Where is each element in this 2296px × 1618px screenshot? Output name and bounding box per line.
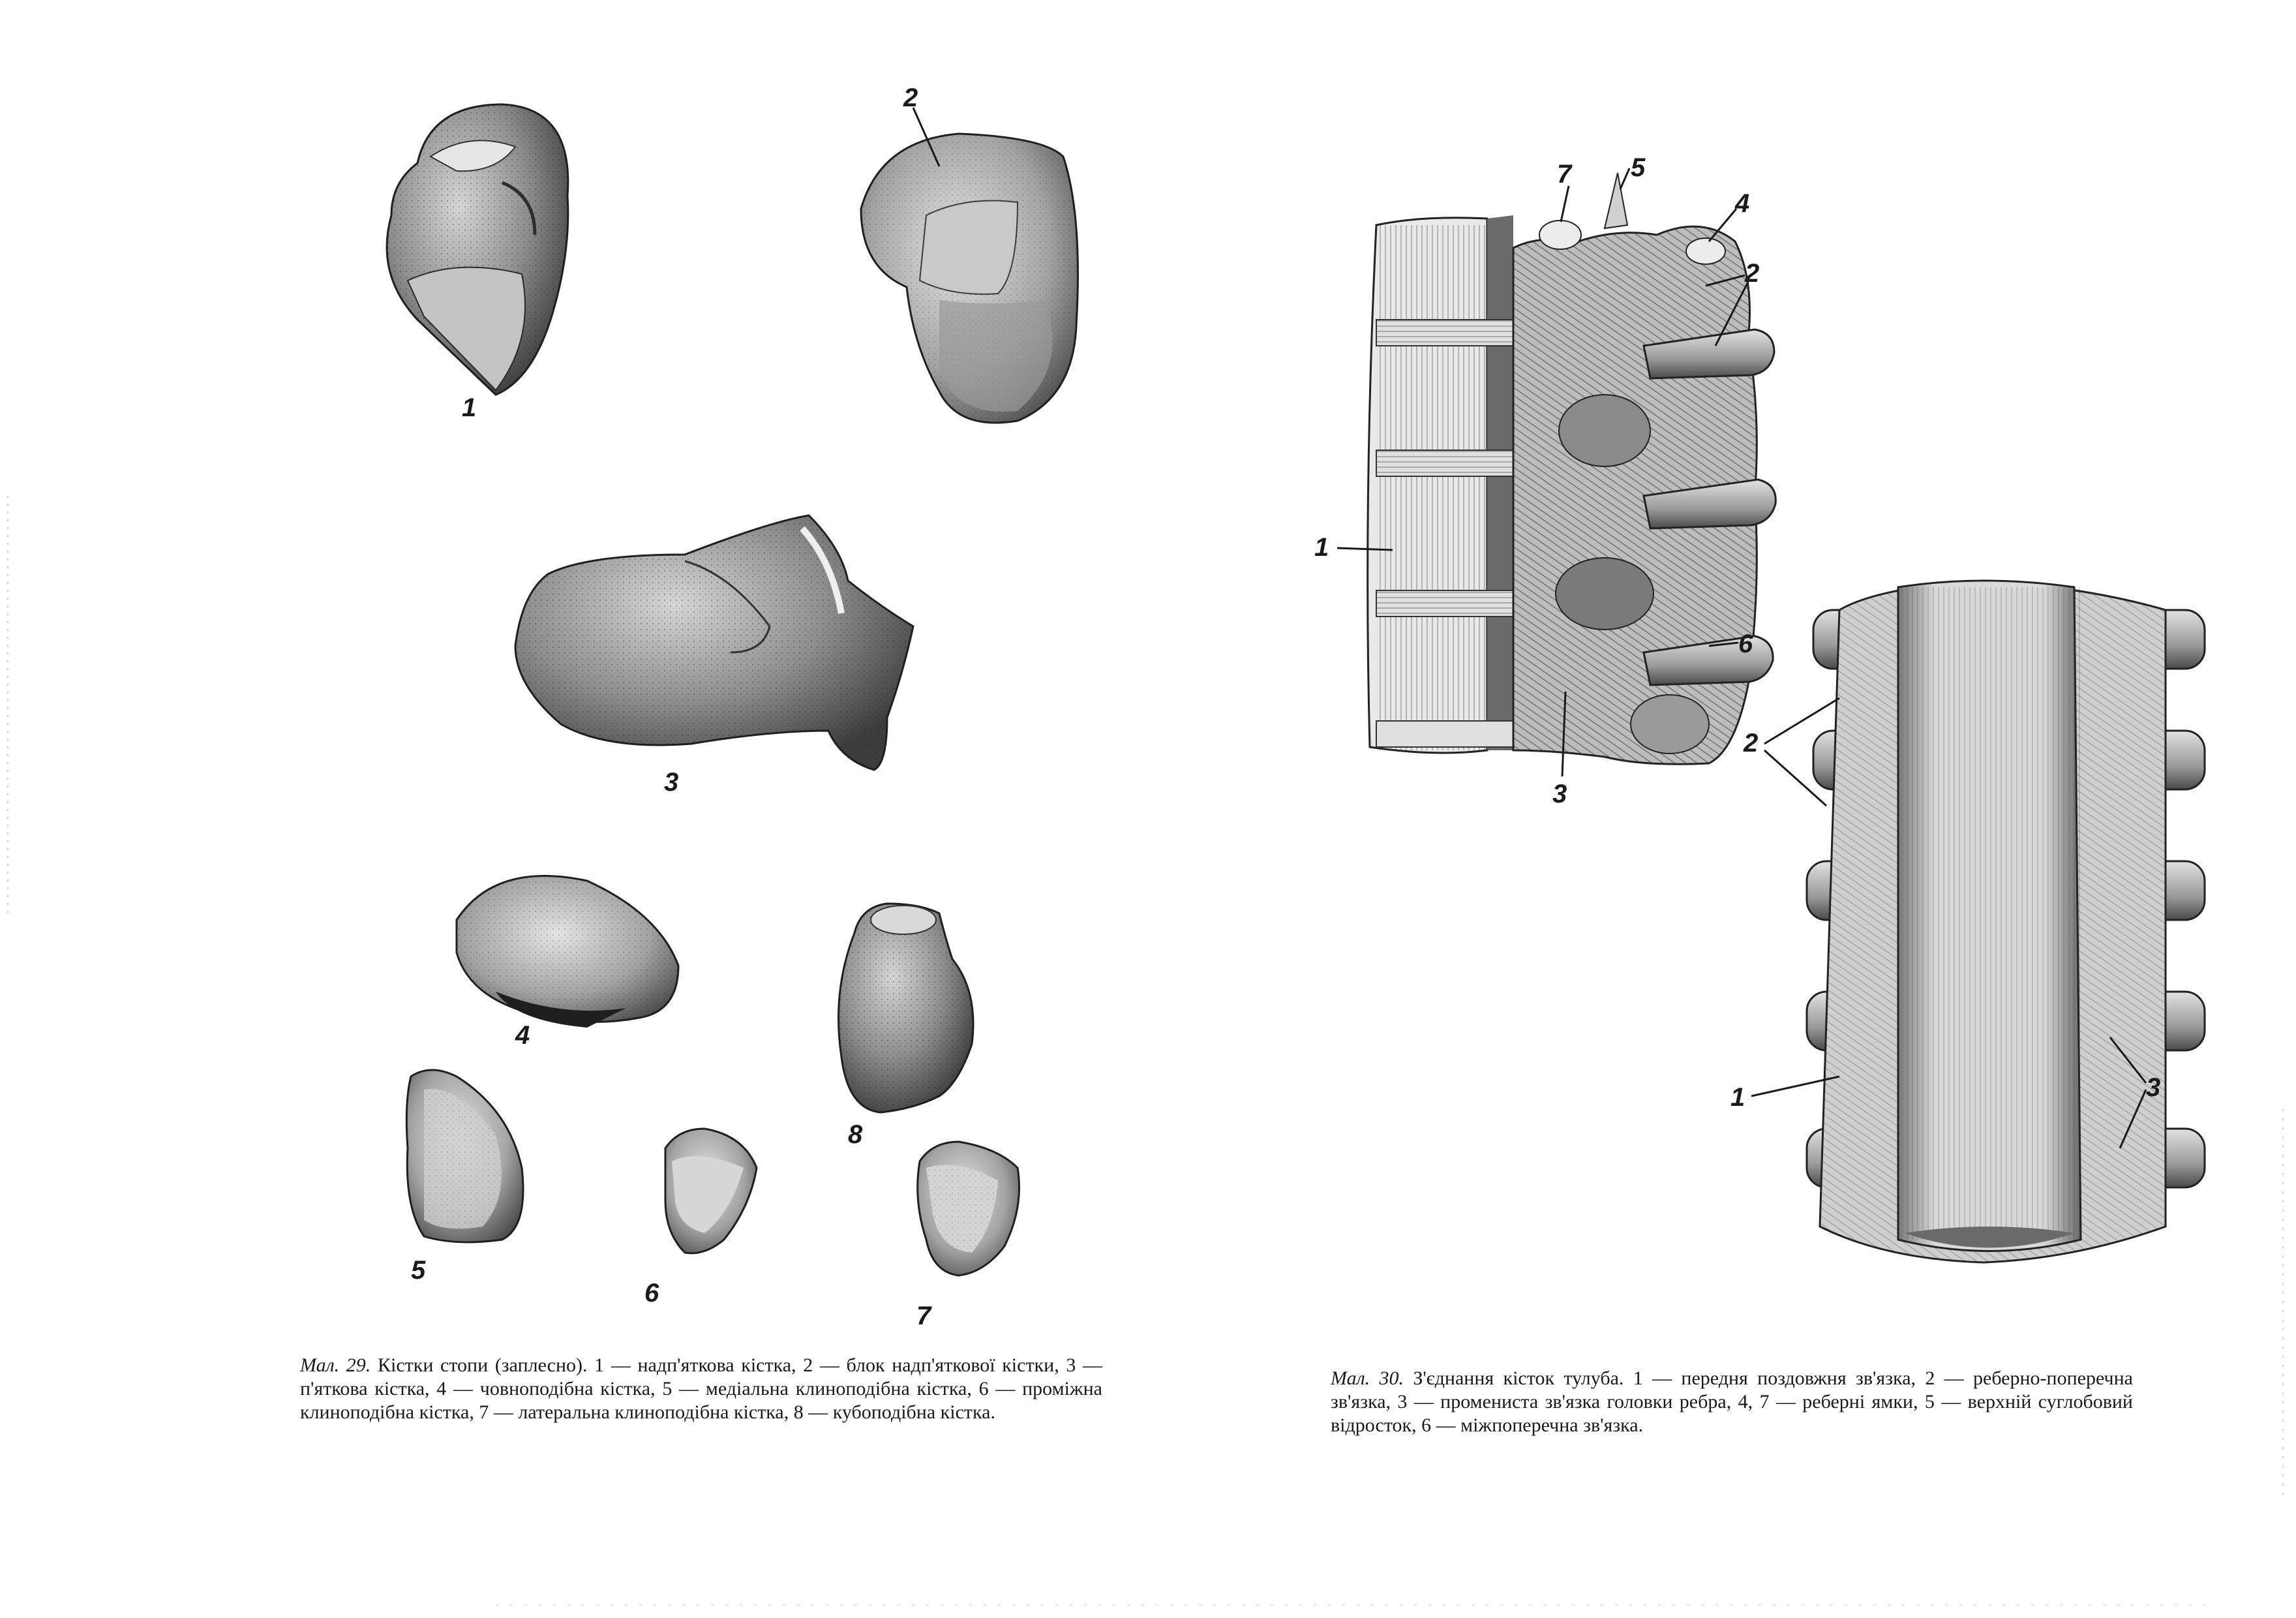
bone-talus-trochlea bbox=[861, 134, 1078, 423]
figure-30-caption bbox=[1331, 1367, 2133, 1437]
spine-anterior-view bbox=[1807, 581, 2205, 1262]
bone-calcaneus bbox=[515, 515, 913, 770]
figure-30-caption-text: З'єднання кісток тулуба. 1 — передня поздовжня зв'язка, 2 — реберно-поперечна зв'язка, 3 — промениста зв'язка головки ребра, 4, 7 — реберні ямки, 5 — верхній суглобовий відросток, 6 — міжпоперечна зв'язка. bbox=[1331, 1367, 2133, 1436]
fig29-label-3: 3 bbox=[664, 768, 679, 797]
fig30-top-label-6: 6 bbox=[1738, 630, 1753, 658]
fig30-top-label-3: 3 bbox=[1552, 780, 1567, 808]
bone-talus bbox=[387, 104, 568, 395]
bone-navicular bbox=[457, 876, 678, 1028]
fig29-label-5: 5 bbox=[411, 1256, 426, 1285]
figure-29-caption-text: Кістки стопи (заплесно). 1 — надп'яткова кістка, 2 — блок надп'яткової кістки, 3 — п'яткова кістка, 4 — човноподібна кістка, 5 — медіальна клиноподібна кістка, 6 — проміжна клиноподібна кістка, 7 — латеральна клиноподібна кістка, 8 — кубоподібна кістка. bbox=[300, 1354, 1102, 1423]
fig30-top-label-5: 5 bbox=[1631, 153, 1646, 182]
fig30-top-label-1: 1 bbox=[1314, 533, 1329, 562]
figure-30-ref: Мал. 30. bbox=[1331, 1367, 1404, 1389]
fig30-bottom-label-3: 3 bbox=[2146, 1073, 2161, 1102]
bone-medial-cuneiform bbox=[406, 1070, 523, 1242]
bone-intermediate-cuneiform bbox=[665, 1129, 757, 1253]
fig30-bottom-label-2: 2 bbox=[1744, 729, 1759, 757]
fig30-top-label-7: 7 bbox=[1557, 160, 1572, 189]
fig29-label-7: 7 bbox=[916, 1302, 931, 1330]
figure-29-caption bbox=[300, 1354, 1102, 1424]
fig29-label-6: 6 bbox=[644, 1279, 659, 1307]
fig29-label-2: 2 bbox=[903, 84, 918, 112]
fig30-top-label-2: 2 bbox=[1745, 259, 1760, 288]
bone-cuboid bbox=[839, 904, 974, 1112]
fig29-label-1: 1 bbox=[462, 393, 477, 422]
spine-lateral-view bbox=[1368, 173, 1776, 764]
bone-lateral-cuneiform bbox=[918, 1142, 1020, 1275]
fig29-label-8: 8 bbox=[848, 1120, 863, 1149]
figure-29-ref: Мал. 29. bbox=[300, 1354, 371, 1376]
fig30-bottom-label-1: 1 bbox=[1730, 1083, 1745, 1112]
right-page bbox=[1148, 0, 2296, 1618]
fig29-label-4: 4 bbox=[515, 1021, 530, 1050]
fig30-top-label-4: 4 bbox=[1735, 189, 1750, 218]
